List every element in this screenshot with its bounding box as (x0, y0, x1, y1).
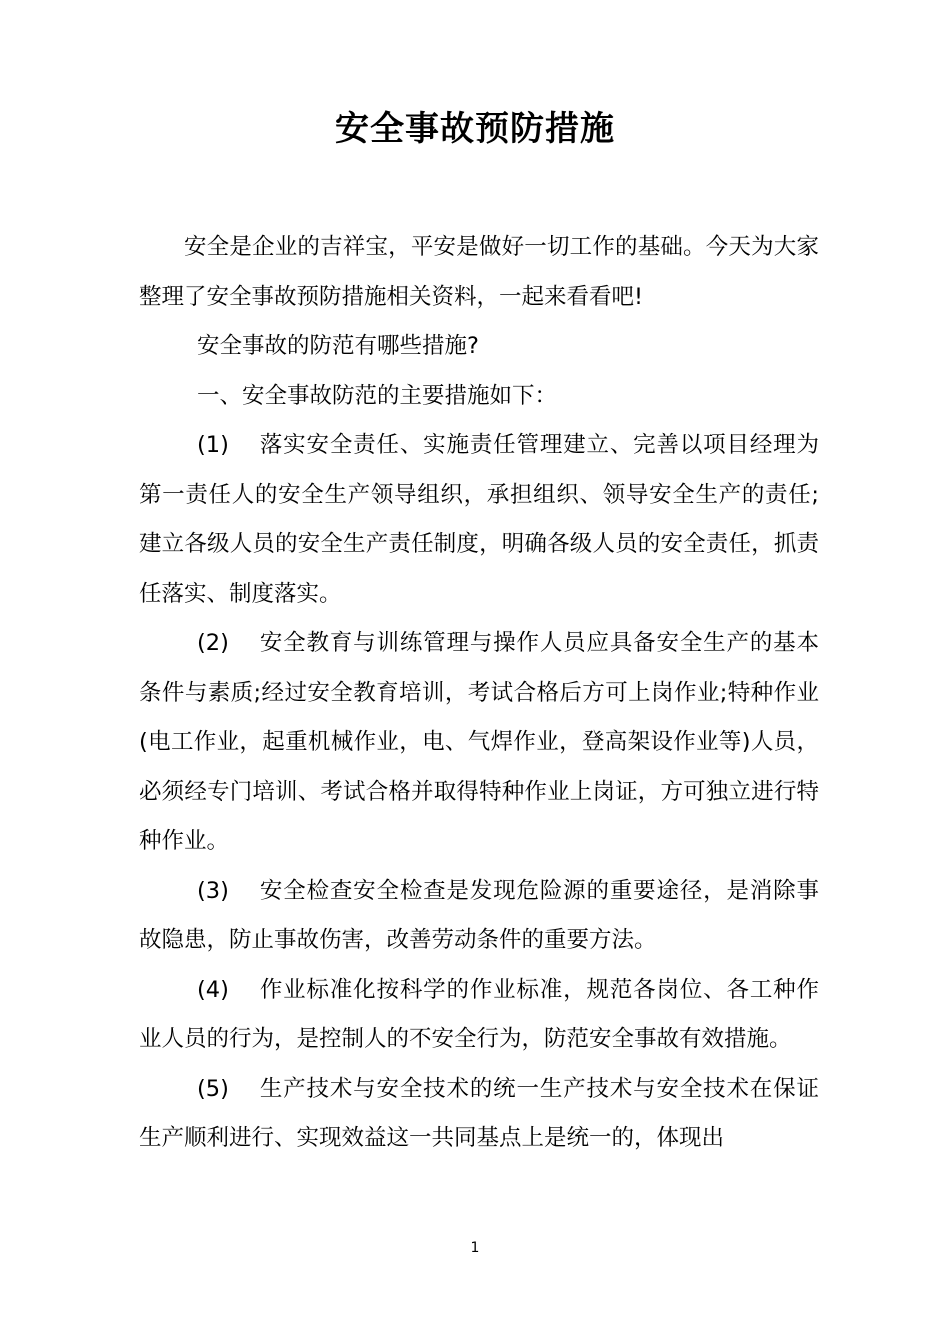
measure-number: (5) (197, 1075, 229, 1102)
measure-number: (3) (197, 877, 229, 904)
measure-text: 安全教育与训练管理与操作人员应具备安全生产的基本条件与素质;经过安全教育培训，考试合格后方可上岗作业;特种作业(电工作业，起重机械作业，电、气焊作业，登高架设作业等)人员，必须经专门培训、考试合格并取得特种作业上岗证，方可独立进行特种作业。 (139, 630, 819, 854)
measure-paragraph-2 (139, 619, 819, 867)
measure-text: 安全检查安全检查是发现危险源的重要途径，是消除事故隐患，防止事故伤害，改善劳动条件的重要方法。 (139, 877, 819, 953)
measure-text: 落实安全责任、实施责任管理建立、完善以项目经理为第一责任人的安全生产领导组织，承担组织、领导安全生产的责任;建立各级人员的安全生产责任制度，明确各级人员的安全责任，抓责任落实、制度落实。 (139, 432, 819, 607)
document-body (139, 223, 819, 1164)
measure-number: (2) (197, 630, 229, 656)
question-paragraph: 安全事故的防范有哪些措施? (197, 333, 479, 359)
measure-paragraph-3 (139, 867, 819, 966)
measure-paragraph-5 (139, 1065, 819, 1164)
intro-paragraph: 安全是企业的吉祥宝，平安是做好一切工作的基础。今天为大家整理了安全事故预防措施相关资料，一起来看看吧! (139, 234, 819, 310)
page-number: 1 (470, 1240, 480, 1256)
page-title: 安全事故预防措施 (335, 109, 615, 149)
measure-number: (4) (197, 976, 229, 1003)
measure-text: 生产技术与安全技术的统一生产技术与安全技术在保证生产顺利进行、实现效益这一共同基点上是统一的，体现出 (139, 1075, 819, 1151)
section-heading: 一、安全事故防范的主要措施如下： (197, 382, 558, 409)
measure-number: (1) (197, 432, 229, 458)
measure-paragraph-1 (139, 421, 819, 619)
measure-paragraph-4 (139, 966, 819, 1065)
measure-text: 作业标准化按科学的作业标准，规范各岗位、各工种作业人员的行为，是控制人的不安全行为，防范安全事故有效措施。 (139, 976, 819, 1052)
